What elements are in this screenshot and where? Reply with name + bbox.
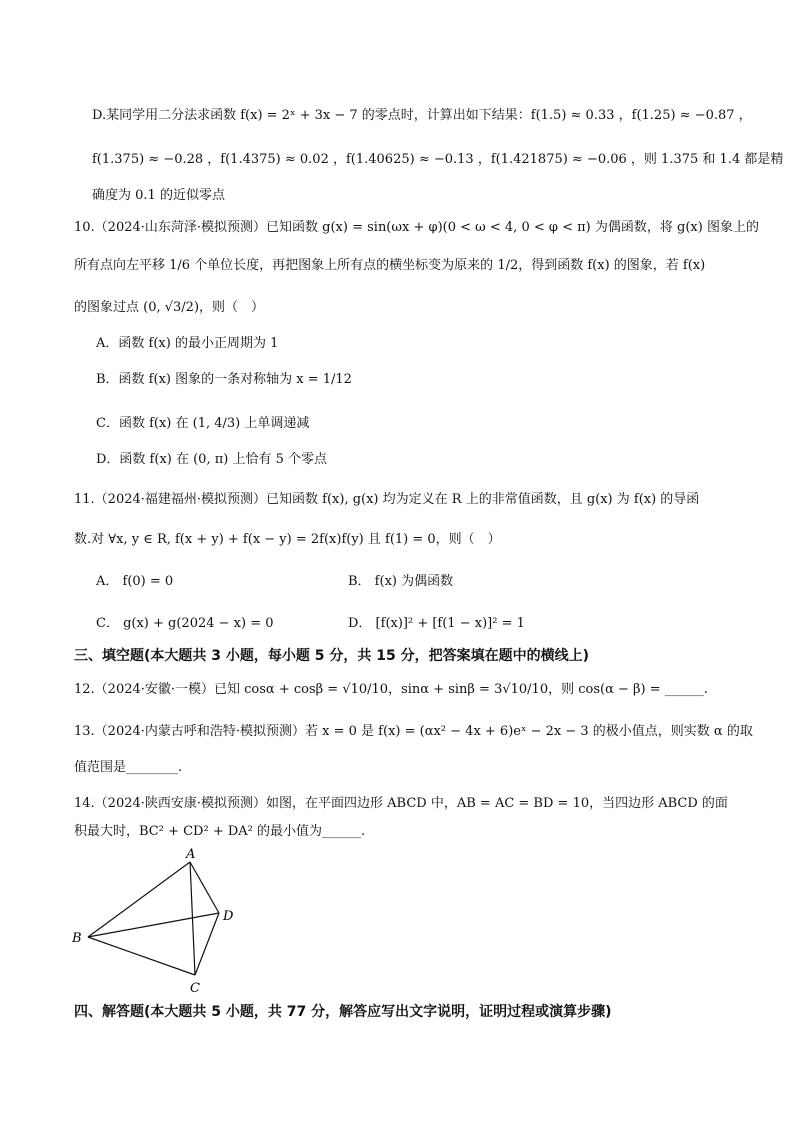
- q13-line2: 值范围是________.: [74, 760, 183, 775]
- q10-stem-line2: 所有点向左平移 1/6 个单位长度，再把图象上所有点的横坐标变为原来的 1/2，得到函数 f(x) 的图象，若 f(x): [74, 258, 706, 273]
- q10-option-c: C．函数 f(x) 在 (1, 4/3) 上单调递减: [96, 416, 310, 431]
- edge-bc: [88, 937, 195, 975]
- vertex-label-d: D: [223, 909, 234, 924]
- section-4-heading: 四、解答题(本大题共 5 小题，共 77 分，解答应写出文字说明，证明过程或演算步骤): [74, 1004, 612, 1020]
- q11-option-d: D． [f(x)]² + [f(1 − x)]² = 1: [348, 616, 525, 631]
- q11-stem-line2: 数.对 ∀x, y ∈ R, f(x + y) + f(x − y) = 2f(x)f(y) 且 f(1) = 0，则（ ）: [74, 532, 501, 547]
- q12-line: 12.（2024·安徽·一模）已知 cosα + cosβ = √10/10，sinα + sinβ = 3√10/10，则 cos(α − β) = ______.: [74, 682, 708, 697]
- q10-option-a: A．函数 f(x) 的最小正周期为 1: [96, 336, 279, 351]
- q11-stem-line1: 11.（2024·福建福州·模拟预测）已知函数 f(x), g(x) 均为定义在 R 上的非常值函数，且 g(x) 为 f(x) 的导函: [74, 492, 700, 507]
- edge-ad: [190, 862, 219, 913]
- q13-line1: 13.（2024·内蒙古呼和浩特·模拟预测）若 x = 0 是 f(x) = (αx² − 4x + 6)eˣ − 2x − 3 的极小值点，则实数 α 的取: [74, 724, 753, 739]
- q10-option-d: D．函数 f(x) 在 (0, π) 上恰有 5 个零点: [96, 452, 327, 467]
- q14-line2: 积最大时，BC² + CD² + DA² 的最小值为______.: [74, 824, 366, 839]
- q10-stem-line1: 10.（2024·山东菏泽·模拟预测）已知函数 g(x) = sin(ωx + φ)(0 < ω < 4, 0 < φ < π) 为偶函数，将 g(x) 图象上的: [74, 220, 759, 235]
- q14-line1: 14.（2024·陕西安康·模拟预测）如图，在平面四边形 ABCD 中，AB = AC = BD = 10，当四边形 ABCD 的面: [74, 796, 728, 811]
- q10-stem-line3: 的图象过点 (0, √3/2)，则（ ）: [74, 300, 265, 315]
- vertex-label-c: C: [190, 981, 200, 996]
- q9-option-d-line2: f(1.375) ≈ −0.28 ，f(1.4375) ≈ 0.02 ，f(1.40625) ≈ −0.13 ，f(1.421875) ≈ −0.06 ，则 1.375 和 1.4 都是精: [92, 152, 784, 167]
- edge-bd: [88, 913, 219, 937]
- section-3-heading: 三、填空题(本大题共 3 小题，每小题 5 分，共 15 分，把答案填在题中的横线上): [74, 648, 590, 664]
- edge-ab: [88, 862, 190, 937]
- vertex-label-a: A: [186, 847, 196, 862]
- q11-option-a: A． f(0) = 0: [96, 574, 174, 589]
- q9-option-d-line3: 确度为 0.1 的近似零点: [92, 188, 225, 203]
- q11-option-c: C． g(x) + g(2024 − x) = 0: [96, 616, 274, 631]
- edge-cd: [195, 913, 219, 975]
- edge-ac: [190, 862, 195, 975]
- vertex-label-b: B: [72, 931, 82, 946]
- q11-option-b: B． f(x) 为偶函数: [348, 574, 454, 589]
- q9-option-d-line1: D.某同学用二分法求函数 f(x) = 2ˣ + 3x − 7 的零点时，计算出如下结果：f(1.5) ≈ 0.33 ，f(1.25) ≈ −0.87 ，: [92, 108, 752, 123]
- q10-option-b: B．函数 f(x) 图象的一条对称轴为 x = 1/12: [96, 372, 352, 387]
